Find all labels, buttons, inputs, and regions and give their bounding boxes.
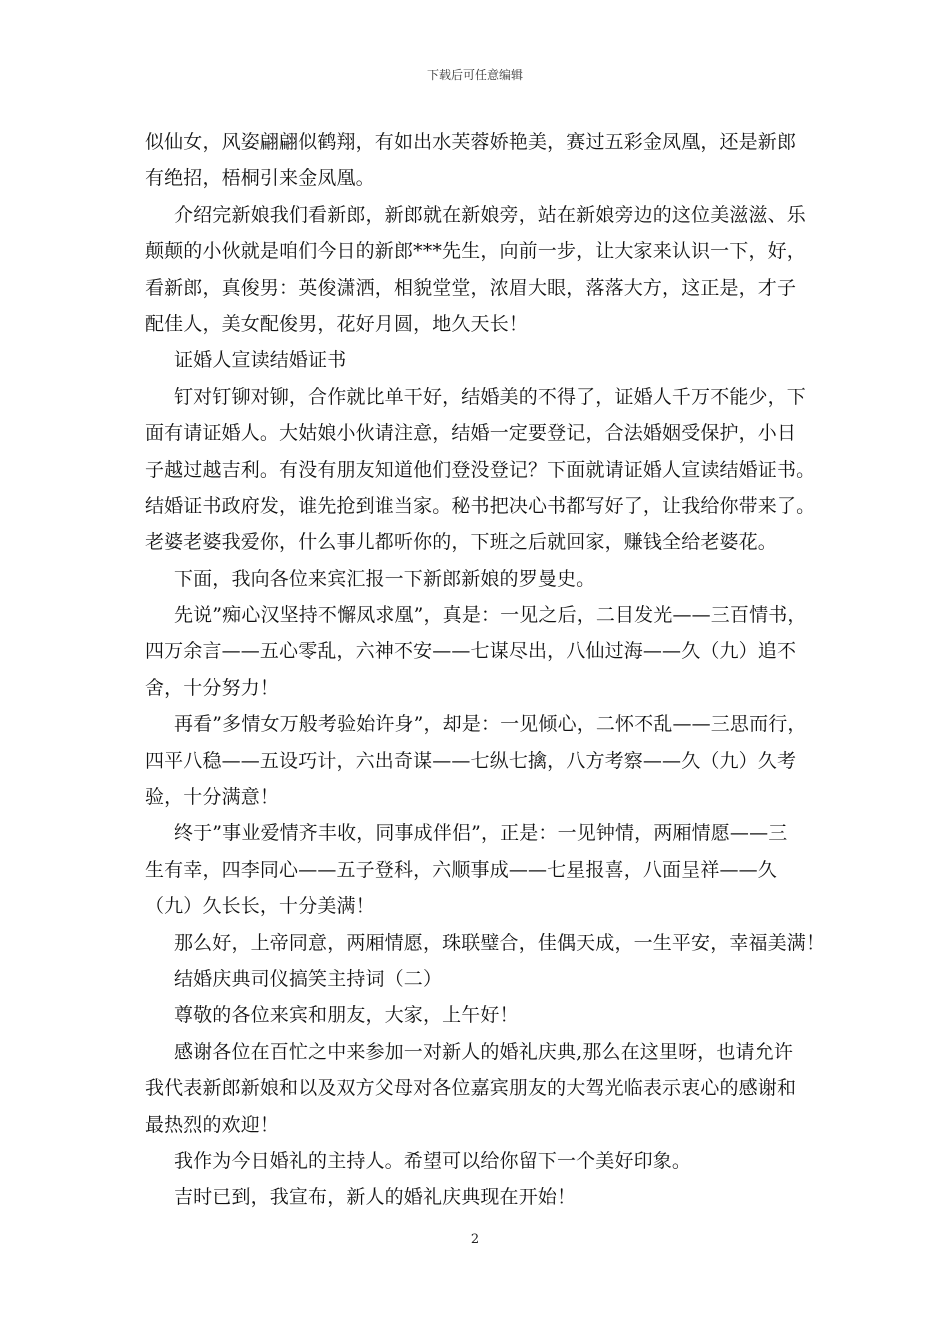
body-line: 最热烈的欢迎！ bbox=[145, 1113, 280, 1136]
body-line: 介绍完新娘我们看新郎，新郎就在新娘旁，站在新娘旁边的这位美滋滋、乐 bbox=[174, 203, 806, 226]
body-line: 舍，十分努力！ bbox=[145, 676, 280, 699]
body-line: 老婆老婆我爱你，什么事儿都听你的，下班之后就回家，赚钱全给老婆花。 bbox=[145, 531, 777, 554]
page-header-note: 下载后可任意编辑 bbox=[426, 68, 523, 82]
body-line: 四万余言——五心零乱，六神不安——七谋尽出，八仙过海——久（九）追不 bbox=[145, 640, 797, 663]
body-line: 下面，我向各位来宾汇报一下新郎新娘的罗曼史。 bbox=[174, 567, 596, 590]
body-line: 面有请证婚人。大姑娘小伙请注意，结婚一定要登记，合法婚姻受保护，小日 bbox=[145, 422, 797, 445]
body-line: 配佳人，美女配俊男，花好月圆，地久天长！ bbox=[145, 312, 529, 335]
body-line: （九）久长长，十分美满！ bbox=[145, 895, 375, 918]
body-line: 终于”事业爱情齐丰收，同事成伴侣”，正是：一见钟情，两厢情愿——三 bbox=[174, 822, 788, 845]
body-line: 生有幸，四李同心——五子登科，六顺事成——七星报喜，八面呈祥——久 bbox=[145, 858, 777, 881]
body-line: 验，十分满意！ bbox=[145, 786, 280, 809]
body-line: 再看”多情女万般考验始许身”，却是：一见倾心，二怀不乱——三思而行， bbox=[174, 713, 807, 736]
body-line: 感谢各位在百忙之中来参加一对新人的婚礼庆典,那么在这里呀，也请允许 bbox=[174, 1040, 793, 1063]
body-line: 我代表新郎新娘和以及双方父母对各位嘉宾朋友的大驾光临表示衷心的感谢和 bbox=[145, 1077, 797, 1100]
body-line: 有绝招，梧桐引来金凤凰。 bbox=[145, 167, 375, 190]
body-line: 似仙女，风姿翩翩似鹤翔，有如出水芙蓉娇艳美，赛过五彩金凤凰，还是新郎 bbox=[145, 131, 797, 153]
section-heading: 结婚庆典司仪搞笑主持词（二） bbox=[174, 967, 443, 990]
body-line: 结婚证书政府发，谁先抢到谁当家。秘书把决心书都写好了，让我给你带来了。 bbox=[145, 494, 816, 517]
body-line: 子越过越吉利。有没有朋友知道他们登没登记？下面就请证婚人宣读结婚证书。 bbox=[145, 458, 816, 481]
section-heading: 证婚人宣读结婚证书 bbox=[174, 349, 347, 372]
page-number: 2 bbox=[470, 1232, 480, 1247]
body-line: 四平八稳——五设巧计，六出奇谋——七纵七擒，八方考察——久（九）久考 bbox=[145, 749, 797, 772]
body-line: 那么好，上帝同意，两厢情愿，珠联璧合，佳偶天成，一生平安，幸福美满！ bbox=[174, 931, 826, 954]
document-body bbox=[145, 124, 825, 1216]
body-line: 钉对钉铆对铆，合作就比单干好，结婚美的不得了，证婚人千万不能少，下 bbox=[174, 385, 806, 408]
body-line: 尊敬的各位来宾和朋友，大家，上午好！ bbox=[174, 1004, 519, 1027]
body-line: 我作为今日婚礼的主持人。希望可以给你留下一个美好印象。 bbox=[174, 1149, 692, 1172]
body-line: 看新郎，真俊男：英俊潇洒，相貌堂堂，浓眉大眼，落落大方，这正是，才子 bbox=[145, 276, 797, 299]
body-line: 颠颠的小伙就是咱们今日的新郎***先生，向前一步，让大家来认识一下，好， bbox=[145, 240, 806, 263]
body-line: 先说”痴心汉坚持不懈凤求凰”，真是：一见之后，二目发光——三百情书， bbox=[174, 604, 807, 627]
body-line: 吉时已到，我宣布，新人的婚礼庆典现在开始！ bbox=[174, 1186, 577, 1209]
